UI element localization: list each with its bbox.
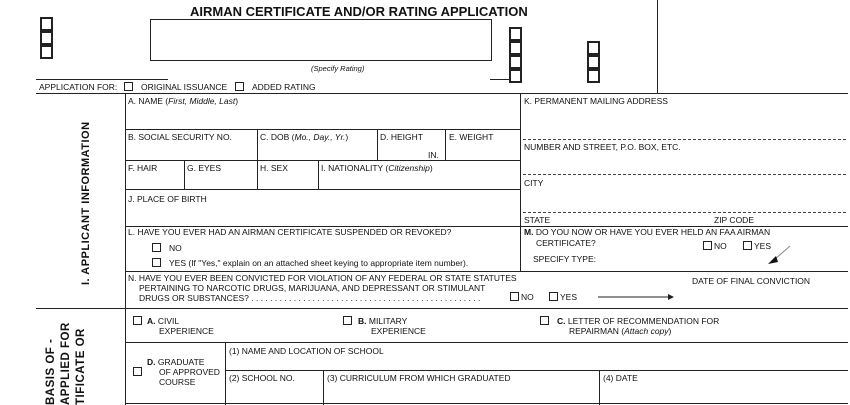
section-ii-bottom-rule <box>125 403 848 404</box>
ssn-label: B. SOCIAL SECURITY NO. <box>128 132 232 142</box>
school-row-rule <box>225 370 848 371</box>
address-dash-2 <box>523 174 846 175</box>
military-experience-label: B. MILITARY <box>358 316 408 326</box>
conviction-no-checkbox[interactable] <box>510 292 519 301</box>
section-i-side-label: I. APPLICANT INFORMATION <box>80 121 92 285</box>
col-rule-c <box>377 129 378 161</box>
place-of-birth-label: J. PLACE OF BIRTH <box>128 194 207 204</box>
section-i-top-rule <box>36 93 848 94</box>
rating-checkbox-9[interactable] <box>587 55 600 69</box>
mailing-address-label: K. PERMANENT MAILING ADDRESS <box>524 96 668 106</box>
added-rating-label: ADDED RATING <box>252 82 316 92</box>
city-label: CITY <box>524 178 544 188</box>
section-ii-top-rule <box>36 308 848 309</box>
added-rating-checkbox[interactable] <box>235 82 244 91</box>
height-unit: IN. <box>428 150 439 160</box>
civil-experience-label: A. CIVIL <box>147 316 180 326</box>
street-label: NUMBER AND STREET, P.O. BOX, ETC. <box>524 142 681 152</box>
rating-checkbox-10[interactable] <box>587 69 600 83</box>
place-of-birth-field[interactable] <box>126 205 519 225</box>
faa-no-label: NO <box>714 241 727 251</box>
conviction-question-line2: PERTAINING TO NARCOTIC DRUGS, MARIJUANA, AND DEPRESSANT OR STIMULANT <box>139 283 486 293</box>
col-rule-g <box>257 160 258 190</box>
form-title: AIRMAN CERTIFICATE AND/OR RATING APPLICATION <box>190 4 528 19</box>
faa-question-line2: CERTIFICATE? <box>536 238 596 248</box>
faa-no-checkbox[interactable] <box>703 241 712 250</box>
app-for-rule-right <box>490 79 510 80</box>
col-rule-d-left <box>225 342 226 405</box>
faa-yes-checkbox[interactable] <box>743 241 752 250</box>
rating-checkbox-3[interactable] <box>40 45 53 59</box>
height-label: D. HEIGHT <box>380 132 423 142</box>
rating-checkbox-8[interactable] <box>587 41 600 55</box>
original-issuance-checkbox[interactable] <box>124 82 133 91</box>
date-label: (4) DATE <box>603 373 638 383</box>
zip-label: ZIP CODE <box>714 215 754 225</box>
rating-checkbox-2[interactable] <box>40 31 53 45</box>
rating-checkbox-4[interactable] <box>509 27 522 41</box>
conviction-yes-label: YES <box>560 292 578 302</box>
graduate-course-label: D. GRADUATE <box>147 357 205 367</box>
final-conviction-label: DATE OF FINAL CONVICTION <box>692 276 811 286</box>
rating-checkbox-1[interactable] <box>40 17 53 31</box>
section-ii-side-label-2: APPLIED FOR <box>60 322 72 405</box>
suspended-yes-label: YES (If "Yes," explain on an attached sheet keying to appropriate item number). <box>169 258 469 268</box>
civil-experience-line2: EXPERIENCE <box>159 326 214 336</box>
name-field[interactable] <box>126 107 519 128</box>
col-rule-d <box>445 129 446 161</box>
letter-recommendation-line2: REPAIRMAN (Attach copy) <box>569 326 672 336</box>
final-conviction-field[interactable] <box>692 288 842 306</box>
header-divider <box>657 0 658 94</box>
section-ii-left-rule <box>125 308 126 405</box>
conviction-question-line3: DRUGS OR SUBSTANCES? . . . . . . . . . . . . . . . . . . . . . . . . . . . . . . . . . . . . . . . . . . . . . . . . . <box>139 293 481 303</box>
application-for-label: APPLICATION FOR: <box>39 82 118 92</box>
hair-label: F. HAIR <box>128 163 158 173</box>
section-ii-side-label-3: TIFICATE OR <box>75 328 87 405</box>
faa-yes-label: YES <box>754 241 772 251</box>
eyes-label: G. EYES <box>187 163 222 173</box>
suspended-yes-checkbox[interactable] <box>152 258 161 267</box>
rating-checkbox-7[interactable] <box>509 69 522 83</box>
row-rule-5 <box>125 271 848 272</box>
address-dash-3 <box>523 212 846 213</box>
school-name-label: (1) NAME AND LOCATION OF SCHOOL <box>229 346 384 356</box>
row-rule-3 <box>125 189 520 190</box>
suspended-no-label: NO <box>169 243 182 253</box>
specify-rating-caption: (Specify Rating) <box>311 64 365 73</box>
conviction-no-label: NO <box>521 292 534 302</box>
col-rule-curriculum <box>599 370 600 405</box>
rating-checkbox-5[interactable] <box>509 41 522 55</box>
school-no-label: (2) SCHOOL NO. <box>229 373 295 383</box>
suspended-no-checkbox[interactable] <box>152 243 161 252</box>
suspended-question: L. HAVE YOU EVER HAD AN AIRMAN CERTIFICATE SUSPENDED OR REVOKED? <box>128 227 452 237</box>
col-rule-f <box>184 160 185 190</box>
faa-question: M. DO YOU NOW OR HAVE YOU EVER HELD AN FAA AIRMAN <box>524 227 771 237</box>
col-rule-school-no <box>323 370 324 405</box>
col-rule-b <box>257 129 258 161</box>
specify-rating-field[interactable] <box>150 19 492 61</box>
section-ii-row-rule <box>125 342 848 343</box>
dob-label: C. DOB (Mo., Day., Yr.) <box>260 132 349 142</box>
address-dash-1 <box>523 139 846 140</box>
letter-recommendation-label: C. LETTER OF RECOMMENDATION FOR <box>557 316 720 326</box>
sex-label: H. SEX <box>260 163 288 173</box>
graduate-course-line3: COURSE <box>159 377 196 387</box>
graduate-course-checkbox[interactable] <box>133 367 142 376</box>
specify-type-label: SPECIFY TYPE: <box>533 254 596 264</box>
rating-checkbox-6[interactable] <box>509 55 522 69</box>
right-arrow-icon <box>596 293 676 301</box>
military-experience-checkbox[interactable] <box>343 316 352 325</box>
app-for-rule-left <box>36 79 168 80</box>
row-rule-1 <box>125 129 520 130</box>
military-experience-line2: EXPERIENCE <box>371 326 426 336</box>
arrow-icon <box>764 244 794 266</box>
curriculum-label: (3) CURRICULUM FROM WHICH GRADUATED <box>327 373 511 383</box>
civil-experience-checkbox[interactable] <box>133 316 142 325</box>
name-label: A. NAME (First, Middle, Last) <box>128 96 239 106</box>
conviction-question: N. HAVE YOU EVER BEEN CONVICTED FOR VIOLATION OF ANY FEDERAL OR STATE STATUTES <box>128 273 517 283</box>
letter-recommendation-checkbox[interactable] <box>540 316 549 325</box>
weight-label: E. WEIGHT <box>449 132 494 142</box>
section-ii-side-label-1: BASIS OF - <box>45 338 57 405</box>
conviction-yes-checkbox[interactable] <box>549 292 558 301</box>
col-rule-h <box>318 160 319 190</box>
graduate-course-line2: OF APPROVED <box>159 367 220 377</box>
nationality-label: I. NATIONALITY (Citizenship) <box>321 163 433 173</box>
section-i-mid-rule <box>520 93 521 271</box>
original-issuance-label: ORIGINAL ISSUANCE <box>141 82 228 92</box>
state-label: STATE <box>524 215 551 225</box>
